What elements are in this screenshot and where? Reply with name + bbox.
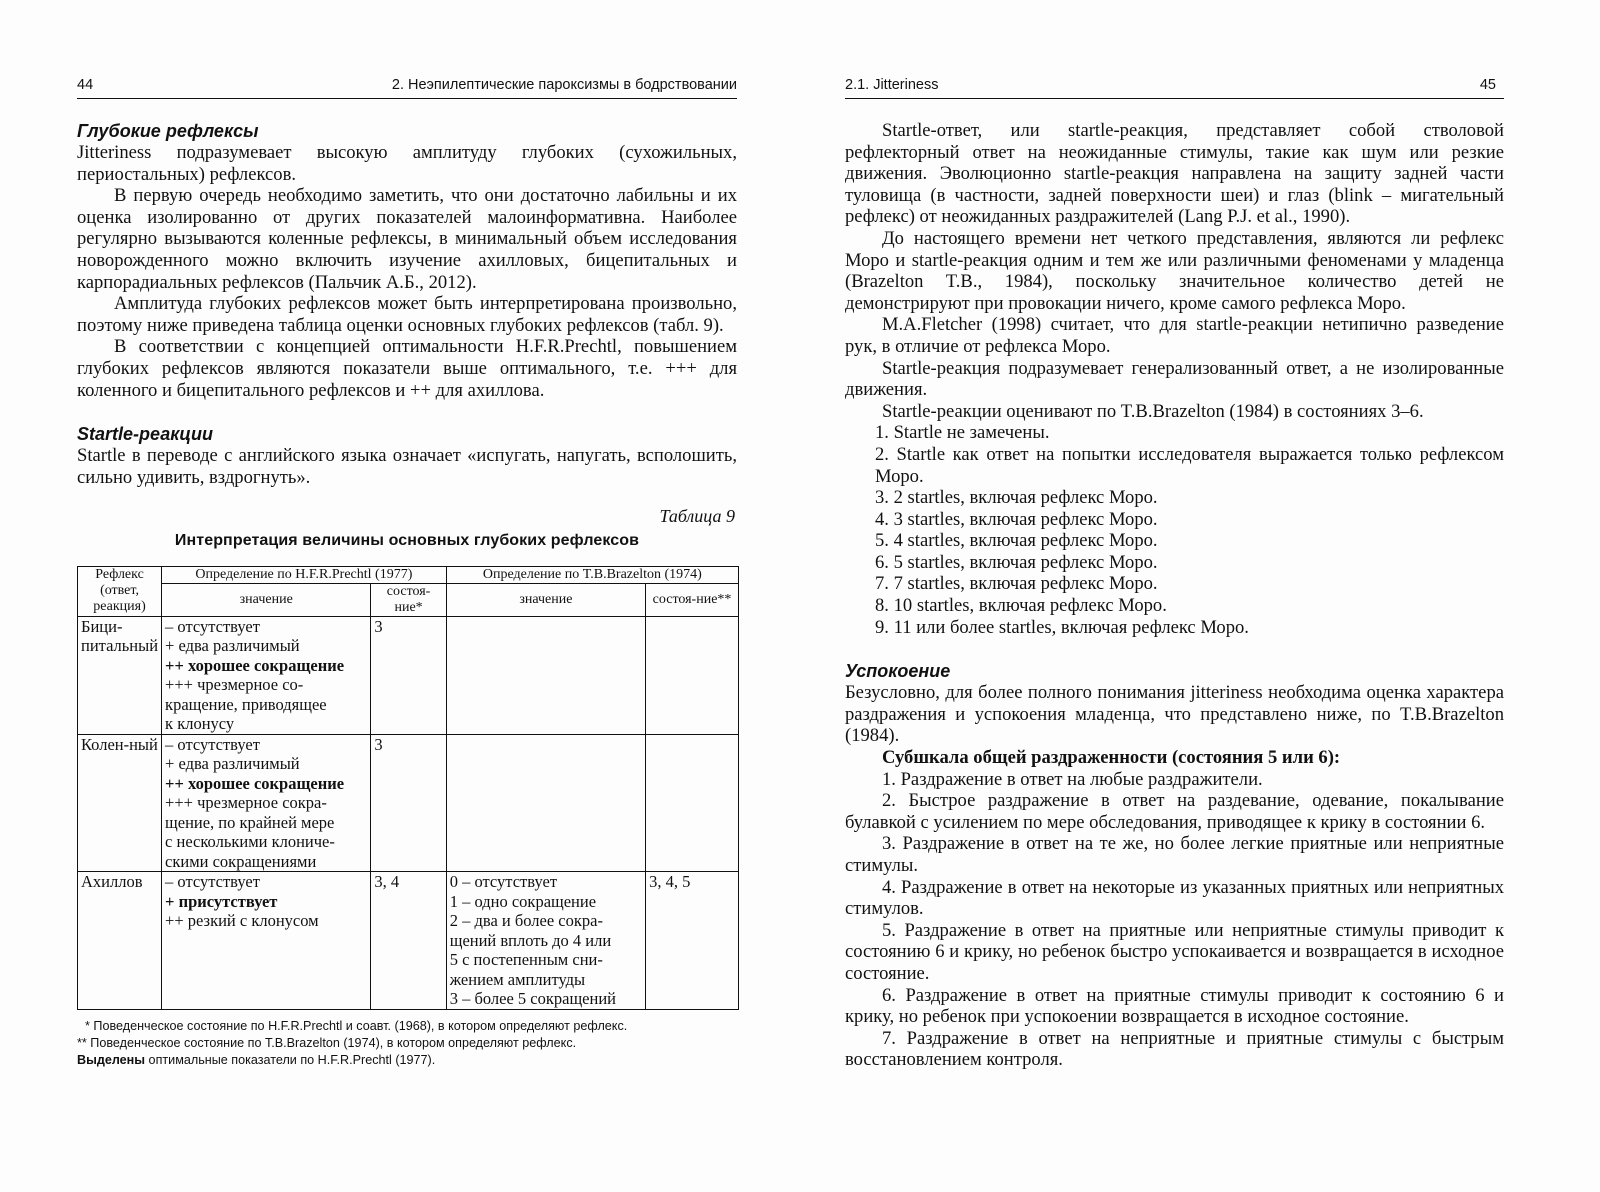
irritability-list: [845, 769, 1504, 1071]
right-page-header: [845, 74, 1504, 99]
cell-brazelton-state: [646, 616, 739, 734]
table-subheader-state: состоя-ние**: [646, 583, 739, 616]
cell-line: скими сокращениями: [165, 851, 317, 871]
cell-line: 3 – более 5 сокращений: [449, 989, 616, 1008]
table-row: [78, 734, 739, 872]
running-head: 2. Неэпилептические пароксизмы в бодрствовании: [391, 77, 737, 93]
list-item: 6. 5 startles, включая рефлекс Моро.: [875, 551, 1158, 573]
footnote: [77, 1052, 737, 1069]
cell-prechtl-state: 3: [371, 734, 446, 872]
cell-line: 1 – одно сокращение: [449, 891, 597, 911]
cell-line: 2 – два и более сокра-: [449, 911, 603, 930]
cell-brazelton-value: [446, 616, 645, 734]
cell-line: – отсутствует: [165, 872, 260, 891]
running-head: 2.1. Jitteriness: [845, 77, 939, 93]
page-number: 44: [77, 77, 94, 93]
cell-prechtl-state: 3: [371, 616, 446, 734]
cell-line: + едва различимый: [165, 754, 300, 773]
cell-line: – отсутствует: [165, 734, 260, 754]
cell-line: кращение, приводящее: [165, 694, 327, 714]
table-subheader-state: состоя-ние*: [371, 583, 446, 616]
cell-prechtl-state: 3, 4: [371, 872, 446, 1010]
paragraph: Startle-реакции оценивают по T.B.Brazelton (1984) в состояниях 3–6.: [882, 400, 1424, 422]
list-item: 2. Быстрое раздражение в ответ на раздевание, одевание, покалывание булавкой с усилением по мере обследования, приводящее к крику в состоянии 6.: [845, 790, 1504, 833]
cell-brazelton-state: 3, 4, 5: [646, 872, 739, 1010]
table-header-reflex: Рефлекс (ответ, реакция): [78, 566, 162, 616]
table-footnotes: [77, 1018, 737, 1069]
table-subheader-value: значение: [162, 583, 371, 616]
footnote: * Поведенческое состояние по H.F.R.Prechtl и соавт. (1968), в котором определяют рефлекс.: [85, 1018, 628, 1033]
section-heading-soothing: Успокоение: [845, 661, 951, 682]
paragraph: Startle-реакция подразумевает генерализованный ответ, а не изолированные движения.: [845, 357, 1504, 401]
cell-reflex: Ахиллов: [78, 872, 162, 1010]
right-column: [845, 120, 1504, 1071]
list-item: 1. Startle не замечены.: [875, 422, 1050, 444]
table-row: [78, 872, 739, 1010]
table-title: Интерпретация величины основных глубоких рефлексов: [174, 531, 640, 549]
cell-line-optimal: + присутствует: [165, 891, 278, 911]
list-item: 4. Раздражение в ответ на некоторые из указанных приятных или неприятных стимулов.: [845, 876, 1504, 920]
cell-brazelton-state: [646, 734, 739, 872]
paragraph: В соответствии с концепцией оптимальности H.F.R.Prechtl, повышением глубоких рефлексов являются показатели выше оптимального, т.е. +++ для коленного и бицепитального рефлексов и ++ для ахиллова.: [77, 336, 737, 401]
list-item: 6. Раздражение в ответ на приятные стимулы приводит к состоянию 6 и крику, но ребенок при успокоении возвращается в исходное состояние.: [845, 984, 1504, 1028]
table-label: Таблица 9: [659, 506, 735, 527]
list-item: 3. Раздражение в ответ на те же, но более легкие приятные или неприятные стимулы.: [845, 833, 1504, 876]
table-header-prechtl: Определение по H.F.R.Prechtl (1977): [162, 566, 447, 583]
cell-prechtl-value: [162, 734, 371, 872]
cell-line-optimal: ++ хорошее сокращение: [165, 773, 345, 793]
section-heading-deep-reflexes: Глубокие рефлексы: [77, 121, 259, 141]
list-item: 8. 10 startles, включая рефлекс Моро.: [875, 595, 1167, 617]
cell-prechtl-value: [162, 872, 371, 1010]
table-subheader-value: значение: [446, 583, 645, 616]
list-item: 4. 3 startles, включая рефлекс Моро.: [875, 508, 1158, 530]
cell-reflex: Колен-ный: [78, 734, 162, 872]
paragraph: В первую очередь необходимо заметить, что они достаточно лабильны и их оценка изолированно от других показателей малоинформативна. Наиболее регулярно вызываются коленные рефлексы, в минимальный объем исследования новорожденного можно включить изучение ахилловых, бицепитальных и карпорадиальных рефлексов (Пальчик А.Б., 2012).: [77, 185, 737, 293]
cell-line: +++ чрезмерное со-: [165, 675, 304, 694]
list-item: 5. 4 startles, включая рефлекс Моро.: [875, 530, 1158, 552]
list-item: 9. 11 или более startles, включая рефлекс Моро.: [875, 616, 1249, 638]
cell-line: + едва различимый: [165, 636, 300, 655]
table-body: [78, 616, 739, 1009]
cell-line-optimal: ++ хорошее сокращение: [165, 655, 345, 675]
table-header-brazelton: Определение по T.B.Brazelton (1974): [446, 566, 738, 583]
list-item: 2. Startle как ответ на попытки исследователя выражается только рефлексом Моро.: [875, 443, 1504, 487]
list-item: 3. 2 startles, включая рефлекс Моро.: [875, 487, 1158, 509]
cell-brazelton-value: [446, 734, 645, 872]
cell-line: +++ чрезмерное сокра-: [165, 793, 327, 812]
cell-line: с несколькими клониче-: [165, 832, 335, 851]
list-item: 1. Раздражение в ответ на любые раздражители.: [882, 768, 1263, 790]
subscale-heading: Субшкала общей раздраженности (состояния 5 или 6):: [882, 747, 1341, 769]
paragraph: Startle в переводе с английского языка означает «испугать, напугать, всполошить, сильно удивить, вздрогнуть».: [77, 445, 737, 488]
page-number: 45: [1479, 77, 1496, 93]
list-item: 7. Раздражение в ответ на неприятные и приятные стимулы с быстрым восстановлением контроля.: [845, 1027, 1504, 1071]
footnote-bold: Выделены: [77, 1052, 146, 1067]
footnote-text: оптимальные показатели по H.F.R.Prechtl (1977).: [145, 1052, 436, 1067]
list-item: 7. 7 startles, включая рефлекс Моро.: [875, 573, 1158, 595]
cell-line: – отсутствует: [165, 616, 260, 636]
table-row: [78, 616, 739, 734]
cell-line: 0 – отсутствует: [449, 872, 558, 891]
section-heading-startle: Startle-реакции: [77, 424, 213, 445]
paragraph: Startle-ответ, или startle-реакция, представляет собой стволовой рефлекторный ответ на неожиданные стимулы, такие как шум или резкие движения. Эволюционно startle-реакция направлена на защиту задней части туловища (в частности, задней поверхности шеи) и глаз (blink – мигательный рефлекс) от неожиданных раздражителей (Lang P.J. et al., 1990).: [845, 120, 1504, 228]
cell-brazelton-value: [446, 872, 645, 1010]
left-column: [77, 120, 737, 1069]
cell-reflex: Бици-питальный: [78, 616, 162, 734]
cell-line: к клонусу: [165, 714, 235, 733]
cell-prechtl-value: [162, 616, 371, 734]
cell-line: ++ резкий с клонусом: [165, 911, 319, 930]
paragraph: Jitteriness подразумевает высокую амплитуду глубоких (сухожильных, периостальных) рефлексов.: [77, 142, 737, 185]
startle-list: [845, 422, 1504, 638]
paragraph: Амплитуда глубоких рефлексов может быть интерпретирована произвольно, поэтому ниже приведена таблица оценки основных глубоких рефлексов (табл. 9).: [77, 293, 737, 336]
cell-line: 5 с постепенным сни-: [449, 950, 603, 969]
list-item: 5. Раздражение в ответ на приятные или неприятные стимулы приводит к состоянию 6 и крику, но ребенок быстро успокаивается и возвращается в исходное состояние.: [845, 919, 1504, 984]
left-page-header: [77, 74, 737, 99]
cell-line: жением амплитуды: [449, 969, 586, 989]
paragraph: M.A.Fletcher (1998) считает, что для startle-реакции нетипично разведение рук, в отличие от рефлекса Моро.: [845, 314, 1504, 357]
paragraph: До настоящего времени нет четкого представления, являются ли рефлекс Моро и startle-реакция одним и тем же или различными феноменами у младенца (Brazelton T.B., 1984), поскольку значительное количество детей не демонстрируют при провокации ничего, кроме самого рефлекса Моро.: [845, 227, 1504, 314]
cell-line: щение, по крайней мере: [165, 812, 335, 832]
footnote: ** Поведенческое состояние по T.B.Brazelton (1974), в котором определяют рефлекс.: [77, 1035, 577, 1050]
paragraph: Безусловно, для более полного понимания jitteriness необходима оценка характера раздражения и успокоения младенца, что представлено ниже, по T.B.Brazelton (1984).: [845, 682, 1504, 747]
reflex-table: [77, 566, 739, 1010]
cell-line: щений вплоть до 4 или: [449, 930, 612, 950]
